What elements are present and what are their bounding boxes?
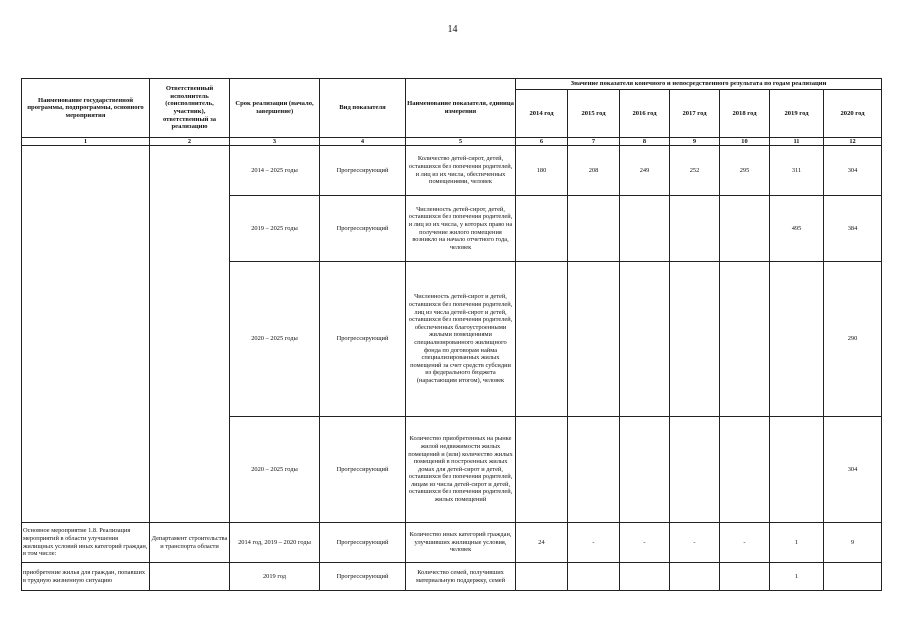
value-cell: 208 — [568, 146, 620, 196]
period-cell: 2020 – 2025 годы — [230, 262, 320, 417]
column-number: 1 — [22, 138, 150, 146]
value-cell: 1 — [770, 563, 824, 591]
header-year: 2019 год — [770, 90, 824, 138]
value-cell: 249 — [620, 146, 670, 196]
indicator-cell: Количество иных категорий граждан, улучшивших жилищные условия, человек — [406, 523, 516, 563]
table-row — [22, 563, 882, 591]
value-cell: 252 — [670, 146, 720, 196]
column-number: 12 — [824, 138, 882, 146]
header-indicator: Наименование показателя, единица измерения — [406, 79, 516, 138]
column-number: 7 — [568, 138, 620, 146]
value-cell — [670, 417, 720, 523]
indicator-cell: Количество приобретенных на рынке жилой недвижимости жилых помещений и (или) количество жилых помещений в построенных жилых домах для детей-сирот и детей, оставшихся без попечения родителей, лицам из числа детей-сирот и детей, оставшихся без попечения родителей, жилых помещений — [406, 417, 516, 523]
value-cell: 180 — [516, 146, 568, 196]
header-responsible: Ответственный исполнитель (соисполнитель, участник), ответственный за реализацию — [150, 79, 230, 138]
column-number: 10 — [720, 138, 770, 146]
value-cell: 9 — [824, 523, 882, 563]
header-program: Наименование государственной программы, подпрограммы, основного мероприятия — [22, 79, 150, 138]
header-period: Срок реализации (начало, завершение) — [230, 79, 320, 138]
value-cell — [670, 563, 720, 591]
value-cell — [720, 563, 770, 591]
header-year: 2015 год — [568, 90, 620, 138]
value-cell — [568, 196, 620, 262]
value-cell — [516, 563, 568, 591]
column-number: 3 — [230, 138, 320, 146]
value-cell: 1 — [770, 523, 824, 563]
responsible-cell — [150, 146, 230, 523]
value-cell: 295 — [720, 146, 770, 196]
value-cell: - — [568, 523, 620, 563]
column-number: 4 — [320, 138, 406, 146]
value-cell: 311 — [770, 146, 824, 196]
value-cell — [720, 262, 770, 417]
page-number: 14 — [447, 24, 458, 35]
value-cell — [620, 563, 670, 591]
value-cell: 290 — [824, 262, 882, 417]
column-number: 2 — [150, 138, 230, 146]
column-number: 11 — [770, 138, 824, 146]
column-number: 8 — [620, 138, 670, 146]
value-cell: 304 — [824, 146, 882, 196]
value-cell — [516, 196, 568, 262]
value-cell: 384 — [824, 196, 882, 262]
kind-cell: Прогрессирующий — [320, 563, 406, 591]
kind-cell: Прогрессирующий — [320, 262, 406, 417]
value-cell — [568, 563, 620, 591]
value-cell — [620, 417, 670, 523]
value-cell: - — [670, 523, 720, 563]
header-row-top — [22, 79, 882, 90]
value-cell: 495 — [770, 196, 824, 262]
period-cell: 2019 год — [230, 563, 320, 591]
header-year: 2016 год — [620, 90, 670, 138]
column-number: 9 — [670, 138, 720, 146]
value-cell — [568, 417, 620, 523]
program-cell: Основное мероприятие 1.8. Реализация мероприятий в области улучшения жилищных условий иных категорий граждан, в том числе: — [22, 523, 150, 563]
value-cell: 304 — [824, 417, 882, 523]
indicator-cell: Количество детей-сирот, детей, оставшихся без попечения родителей, и лиц из их числа, обеспеченных помещениями, человек — [406, 146, 516, 196]
value-cell — [720, 417, 770, 523]
value-cell — [720, 196, 770, 262]
period-cell: 2020 – 2025 годы — [230, 417, 320, 523]
value-cell — [620, 262, 670, 417]
header-kind: Вид показателя — [320, 79, 406, 138]
responsible-cell — [150, 563, 230, 591]
header-year: 2017 год — [670, 90, 720, 138]
kind-cell: Прогрессирующий — [320, 146, 406, 196]
value-cell — [516, 262, 568, 417]
value-cell — [824, 563, 882, 591]
value-cell: - — [720, 523, 770, 563]
value-cell — [516, 417, 568, 523]
header-year: 2014 год — [516, 90, 568, 138]
indicator-cell: Количество семей, получивших материальную поддержку, семей — [406, 563, 516, 591]
header-years-group: Значение показателя конечного и непосредственного результата по годам реализации — [516, 79, 882, 90]
value-cell — [670, 196, 720, 262]
period-cell: 2014 год, 2019 – 2020 годы — [230, 523, 320, 563]
header-year: 2020 год — [824, 90, 882, 138]
value-cell — [670, 262, 720, 417]
indicator-cell: Численность детей-сирот, детей, оставшихся без попечения родителей, и лиц из их числа, у которых право на получение жилого помещения возникло на начало отчетного года, человек — [406, 196, 516, 262]
value-cell: - — [620, 523, 670, 563]
kind-cell: Прогрессирующий — [320, 417, 406, 523]
value-cell — [770, 262, 824, 417]
program-cell: приобретение жилья для граждан, попавших в трудную жизненную ситуацию — [22, 563, 150, 591]
kind-cell: Прогрессирующий — [320, 196, 406, 262]
responsible-cell: Департамент строительства и транспорта области — [150, 523, 230, 563]
period-cell: 2014 – 2025 годы — [230, 146, 320, 196]
value-cell — [620, 196, 670, 262]
indicator-cell: Численность детей-сирот и детей, оставшихся без попечения родителей, лиц из числа детей-сирот и детей, оставшихся без попечения родителей, обеспеченных благоустроенными жилыми помещениями специализированного жилищного фонда по договорам найма специализированных жилых помещений за счет средств субсидии из федерального бюджета (нарастающим итогом), человек — [406, 262, 516, 417]
header-year: 2018 год — [720, 90, 770, 138]
value-cell — [770, 417, 824, 523]
value-cell: 24 — [516, 523, 568, 563]
column-number: 5 — [406, 138, 516, 146]
table-row — [22, 146, 882, 196]
kind-cell: Прогрессирующий — [320, 523, 406, 563]
column-number-row — [22, 138, 882, 146]
value-cell — [568, 262, 620, 417]
table-row — [22, 523, 882, 563]
period-cell: 2019 – 2025 годы — [230, 196, 320, 262]
column-number: 6 — [516, 138, 568, 146]
indicators-table — [21, 78, 882, 591]
program-cell — [22, 146, 150, 523]
